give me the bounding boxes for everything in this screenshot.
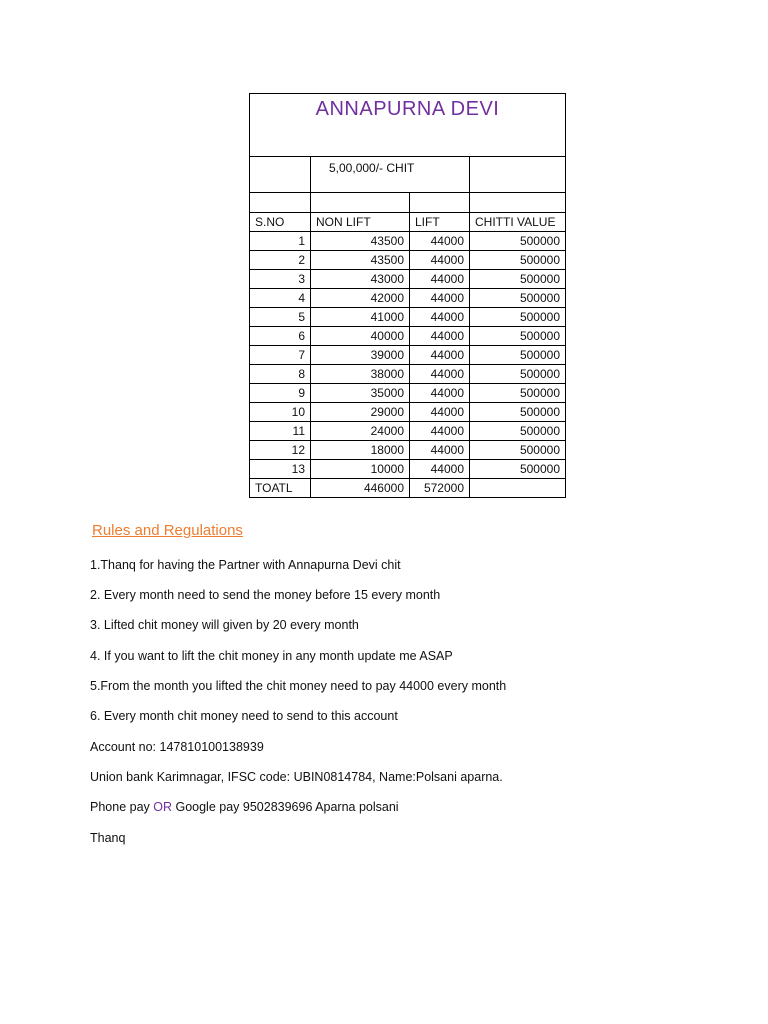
- cell-lift: 44000: [410, 308, 470, 327]
- chit-table: [249, 93, 566, 498]
- cell-chitti-value: 500000: [470, 232, 566, 251]
- cell-sno: 8: [250, 365, 311, 384]
- cell-lift: 44000: [410, 232, 470, 251]
- payment-suffix: Google pay 9502839696 Aparna polsani: [172, 800, 399, 814]
- cell-non-lift: 40000: [311, 327, 410, 346]
- table-row: [250, 327, 566, 346]
- cell-sno: 2: [250, 251, 311, 270]
- cell-sno: 13: [250, 460, 311, 479]
- total-label: TOATL: [250, 479, 311, 498]
- table-row: [250, 460, 566, 479]
- account-number: Account no: 147810100138939: [90, 740, 264, 754]
- header-sno: S.NO: [250, 213, 311, 232]
- cell-non-lift: 35000: [311, 384, 410, 403]
- bank-details: Union bank Karimnagar, IFSC code: UBIN0814784, Name:Polsani aparna.: [90, 770, 503, 784]
- cell-chitti-value: 500000: [470, 441, 566, 460]
- cell-chitti-value: 500000: [470, 346, 566, 365]
- rule-item: 6. Every month chit money need to send to this account: [90, 709, 398, 723]
- rule-item: 5.From the month you lifted the chit money need to pay 44000 every month: [90, 679, 507, 693]
- cell-chitti-value: 500000: [470, 251, 566, 270]
- cell-non-lift: 41000: [311, 308, 410, 327]
- header-chitti-value: CHITTI VALUE: [470, 213, 566, 232]
- cell-non-lift: 18000: [311, 441, 410, 460]
- cell-non-lift: 39000: [311, 346, 410, 365]
- cell-lift: 44000: [410, 422, 470, 441]
- table-row: [250, 232, 566, 251]
- cell-chitti-value: 500000: [470, 422, 566, 441]
- total-lift: 572000: [410, 479, 470, 498]
- cell-non-lift: 43500: [311, 251, 410, 270]
- cell-non-lift: 38000: [311, 365, 410, 384]
- rule-item: 2. Every month need to send the money before 15 every month: [90, 588, 441, 602]
- table-row: [250, 384, 566, 403]
- closing-text: Thanq: [90, 831, 126, 845]
- cell-chitti-value: 500000: [470, 365, 566, 384]
- cell-sno: 6: [250, 327, 311, 346]
- cell-lift: 44000: [410, 365, 470, 384]
- cell-lift: 44000: [410, 346, 470, 365]
- cell-chitti-value: 500000: [470, 384, 566, 403]
- table-row: [250, 403, 566, 422]
- payment-prefix: Phone pay: [90, 800, 154, 814]
- table-row: [250, 308, 566, 327]
- cell-chitti-value: 500000: [470, 403, 566, 422]
- table-row: [250, 289, 566, 308]
- cell-chitti-value: 500000: [470, 327, 566, 346]
- cell-sno: 4: [250, 289, 311, 308]
- table-row: [250, 441, 566, 460]
- cell-chitti-value: 500000: [470, 289, 566, 308]
- header-non-lift: NON LIFT: [311, 213, 410, 232]
- cell-sno: 5: [250, 308, 311, 327]
- cell-sno: 11: [250, 422, 311, 441]
- cell-sno: 9: [250, 384, 311, 403]
- cell-non-lift: 24000: [311, 422, 410, 441]
- table-row: [250, 422, 566, 441]
- total-row: [250, 479, 566, 498]
- payment-or: OR: [153, 800, 172, 814]
- spacer-row: [250, 193, 566, 213]
- table-row: [250, 251, 566, 270]
- header-lift: LIFT: [410, 213, 470, 232]
- cell-non-lift: 43500: [311, 232, 410, 251]
- cell-non-lift: 10000: [311, 460, 410, 479]
- cell-chitti-value: 500000: [470, 460, 566, 479]
- title-row: [250, 94, 566, 157]
- cell-lift: 44000: [410, 441, 470, 460]
- table-row: [250, 365, 566, 384]
- chit-label-row: [250, 157, 566, 193]
- rules-heading: Rules and Regulations: [92, 522, 243, 539]
- cell-non-lift: 29000: [311, 403, 410, 422]
- table-row: [250, 270, 566, 289]
- cell-lift: 44000: [410, 270, 470, 289]
- chit-label: 5,00,000/- CHIT: [311, 157, 470, 193]
- cell-sno: 7: [250, 346, 311, 365]
- cell-lift: 44000: [410, 251, 470, 270]
- cell-non-lift: 42000: [311, 289, 410, 308]
- cell-chitti-value: 500000: [470, 308, 566, 327]
- cell-lift: 44000: [410, 384, 470, 403]
- cell-lift: 44000: [410, 403, 470, 422]
- cell-non-lift: 43000: [311, 270, 410, 289]
- cell-lift: 44000: [410, 460, 470, 479]
- cell-chitti-value: 500000: [470, 270, 566, 289]
- cell-sno: 3: [250, 270, 311, 289]
- total-non-lift: 446000: [311, 479, 410, 498]
- cell-lift: 44000: [410, 289, 470, 308]
- cell-lift: 44000: [410, 327, 470, 346]
- table-row: [250, 346, 566, 365]
- title-cell: [250, 94, 566, 157]
- payment-line: [90, 800, 399, 814]
- rule-item: 4. If you want to lift the chit money in any month update me ASAP: [90, 649, 453, 663]
- cell-sno: 10: [250, 403, 311, 422]
- rule-item: 3. Lifted chit money will given by 20 every month: [90, 618, 359, 632]
- cell-sno: 12: [250, 441, 311, 460]
- cell-sno: 1: [250, 232, 311, 251]
- document-title: ANNAPURNA DEVI: [315, 98, 500, 120]
- total-chitti-value: [470, 479, 566, 498]
- table-header-row: [250, 213, 566, 232]
- rule-item: 1.Thanq for having the Partner with Annapurna Devi chit: [90, 558, 401, 572]
